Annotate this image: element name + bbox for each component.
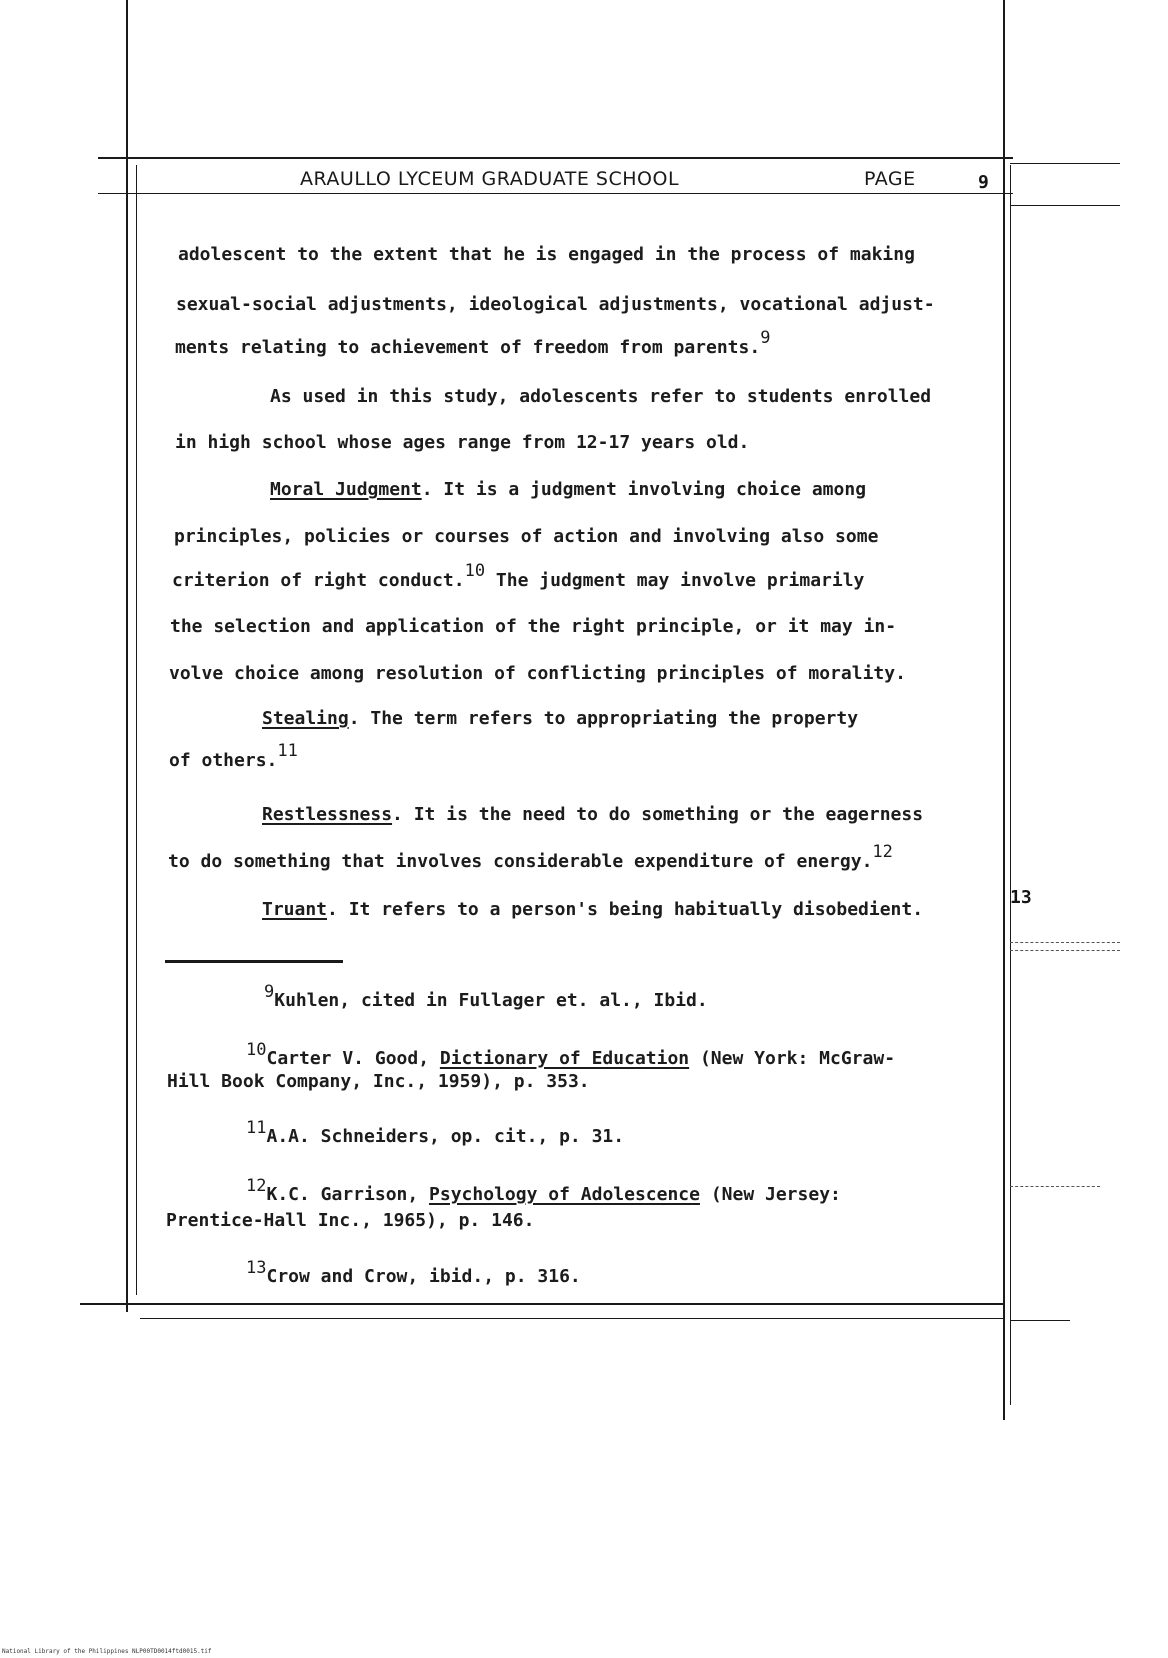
body-line: adolescent to the extent that he is engaged in the process of making xyxy=(178,244,915,265)
term-restlessness: Restlessness xyxy=(262,804,393,825)
header-right-stub xyxy=(1010,163,1120,164)
body-line: to do something that involves considerable expenditure of energy.12 xyxy=(168,842,893,872)
footnote-ref: 9 xyxy=(760,328,771,348)
scan-credit: National Library of the Philippines NLP00TD0014ftd0015.tif xyxy=(2,1648,212,1655)
truant-paragraph: Truant. It refers to a person's being habitually disobedient. xyxy=(262,899,924,920)
term-truant: Truant xyxy=(262,899,328,920)
footnote-12: 12K.C. Garrison, Psychology of Adolescence (New Jersey: xyxy=(246,1176,841,1205)
header-right-stub-2 xyxy=(1010,205,1120,206)
moral-judgment-paragraph: Moral Judgment. It is a judgment involving choice among xyxy=(270,479,867,500)
right-margin-dash-1 xyxy=(1010,942,1120,943)
bottom-right-stub xyxy=(1010,1320,1070,1321)
footnote-ref: 12 xyxy=(872,842,893,862)
stealing-paragraph: Stealing. The term refers to appropriating the property xyxy=(262,708,859,729)
right-border-line xyxy=(1003,0,1005,1420)
term-moral-judgment: Moral Judgment xyxy=(270,479,422,500)
footnote-11: 11A.A. Schneiders, op. cit., p. 31. xyxy=(246,1118,625,1147)
body-line: sexual-social adjustments, ideological adjustments, vocational adjust- xyxy=(176,294,935,315)
footnote-title: Dictionary of Education xyxy=(439,1048,690,1069)
right-margin-dash-3 xyxy=(1010,1186,1100,1187)
header-bottom-line xyxy=(98,193,1013,194)
footnote-ref: 10 xyxy=(464,561,486,581)
footnote-12-line2: Prentice-Hall Inc., 1965), p. 146. xyxy=(166,1210,535,1231)
bottom-line xyxy=(80,1303,1004,1305)
header-top-line xyxy=(98,157,1013,159)
body-line: ments relating to achievement of freedom from parents.9 xyxy=(175,328,771,358)
inner-left-line xyxy=(136,165,137,1295)
left-border-line xyxy=(126,0,128,1312)
footnote-13: 13Crow and Crow, ibid., p. 316. xyxy=(246,1258,581,1287)
school-name: ARAULLO LYCEUM GRADUATE SCHOOL xyxy=(300,168,680,190)
body-line: in high school whose ages range from 12-17 years old. xyxy=(175,432,750,453)
footnote-ref: 11 xyxy=(277,741,298,761)
footnote-9: 9Kuhlen, cited in Fullager et. al., Ibid. xyxy=(264,982,708,1011)
body-line: As used in this study, adolescents refer to students enrolled xyxy=(270,386,932,407)
right-margin-dash-2 xyxy=(1010,950,1120,951)
body-line: principles, policies or courses of action and involving also some xyxy=(174,526,879,547)
page-label: PAGE xyxy=(864,168,916,190)
margin-footnote-ref: 13 xyxy=(1010,887,1032,908)
inner-right-line xyxy=(1010,165,1011,1405)
page-number: 9 xyxy=(978,172,989,193)
body-line: the selection and application of the right principle, or it may in- xyxy=(170,616,897,637)
footnote-title: Psychology of Adolescence xyxy=(429,1184,700,1205)
body-line: of others.11 xyxy=(169,741,298,771)
body-line: criterion of right conduct.10 The judgment may involve primarily xyxy=(172,561,865,591)
body-line: volve choice among resolution of conflicting principles of morality. xyxy=(169,663,906,684)
footnote-10: 10Carter V. Good, Dictionary of Education (New York: McGraw- xyxy=(246,1040,896,1069)
bottom-line-2 xyxy=(140,1318,1005,1319)
footnote-separator xyxy=(165,960,343,963)
term-stealing: Stealing xyxy=(262,708,349,729)
footnote-10-line2: Hill Book Company, Inc., 1959), p. 353. xyxy=(167,1071,590,1092)
restlessness-paragraph: Restlessness. It is the need to do something or the eagerness xyxy=(262,804,924,825)
